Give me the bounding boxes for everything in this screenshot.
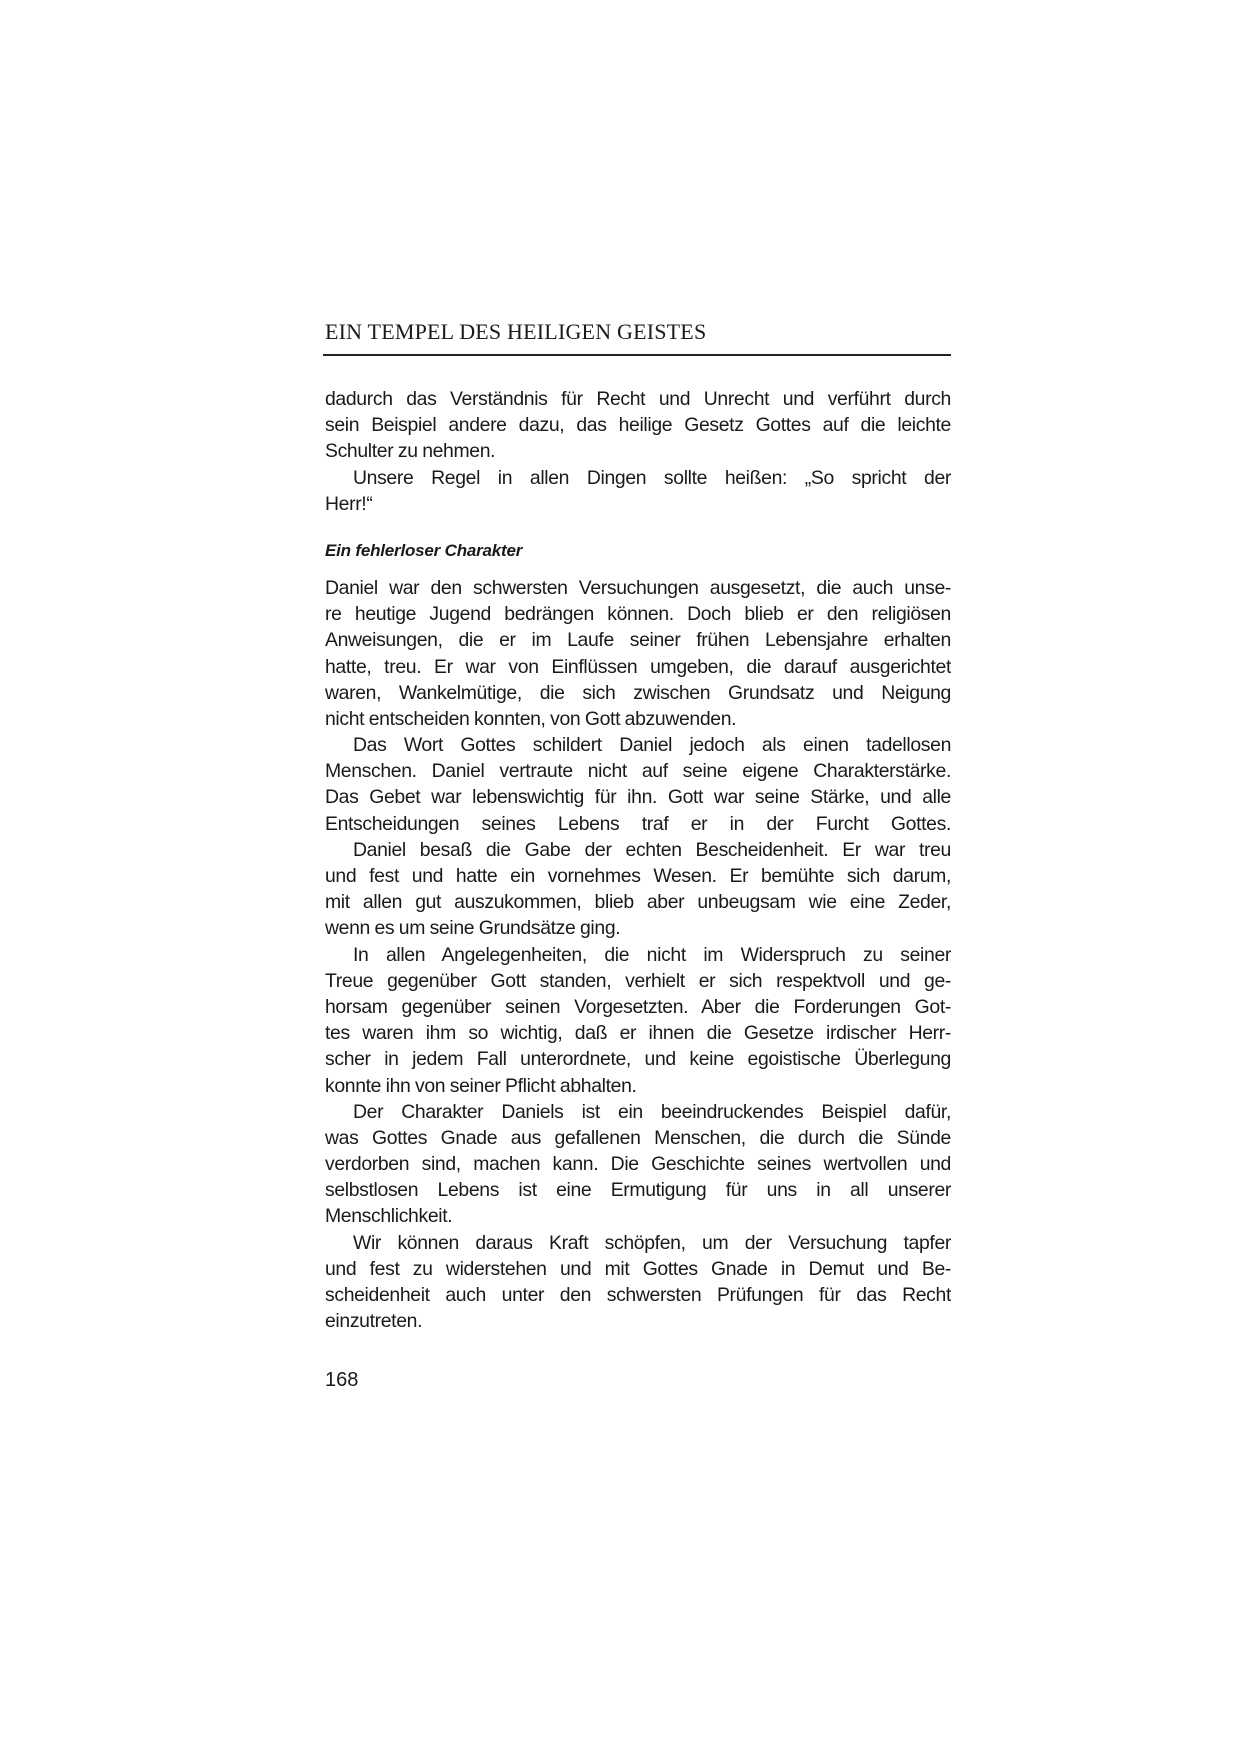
text-line: Entscheidungen seines Lebens traf er in der Furcht Gottes.: [325, 812, 951, 835]
text-line: Der Charakter Daniels ist ein beeindruckendes Beispiel dafür,: [353, 1100, 951, 1123]
text-line: Daniel besaß die Gabe der echten Bescheidenheit. Er war treu: [353, 838, 951, 861]
text-line: scheidenheit auch unter den schwersten Prüfungen für das Recht: [325, 1284, 951, 1306]
text-line: und fest zu widerstehen und mit Gottes Gnade in Demut und Be-: [325, 1257, 951, 1280]
text-line: dadurch das Verständnis für Recht und Unrecht und verführt durch: [325, 388, 951, 410]
text-line: einzutreten.: [325, 1310, 423, 1333]
text-line: Schulter zu nehmen.: [325, 440, 496, 463]
paragraph: [323, 575, 951, 732]
text-line: verdorben sind, machen kann. Die Geschichte seines wertvollen und: [325, 1153, 951, 1176]
text-line: wenn es um seine Grundsätze ging.: [325, 917, 621, 940]
text-line: Anweisungen, die er im Laufe seiner frühen Lebensjahre erhalten: [325, 629, 951, 652]
paragraph: [323, 386, 951, 465]
intro-block: [323, 386, 951, 517]
page-number: 168: [325, 1369, 359, 1391]
text-line: und fest und hatte ein vornehmes Wesen. Er bemühte sich darum,: [325, 865, 951, 887]
paragraph: [323, 1099, 951, 1230]
text-line: mit allen gut auszukommen, blieb aber unbeugsam wie eine Zeder,: [325, 891, 951, 914]
text-line: In allen Angelegenheiten, die nicht im Widerspruch zu seiner: [353, 943, 951, 966]
text-line: Herr!“: [325, 492, 373, 515]
text-line: Treue gegenüber Gott standen, verhielt er sich respektvoll und ge-: [325, 969, 951, 992]
text-line: Das Wort Gottes schildert Daniel jedoch als einen tadellosen: [353, 734, 951, 757]
text-line: Unsere Regel in allen Dingen sollte heißen: „So spricht der: [353, 466, 951, 489]
text-line: waren, Wankelmütige, die sich zwischen Grundsatz und Neigung: [325, 681, 951, 704]
running-head: EIN TEMPEL DES HEILIGEN GEISTES: [323, 318, 951, 356]
text-line: was Gottes Gnade aus gefallenen Menschen, die durch die Sünde: [325, 1126, 951, 1149]
text-line: tes waren ihm so wichtig, daß er ihnen die Gesetze irdischer Herr-: [325, 1022, 951, 1045]
text-line: konnte ihn von seiner Pflicht abhalten.: [325, 1074, 637, 1097]
text-line: scher in jedem Fall unterordnete, und keine egoistische Überlegung: [325, 1048, 951, 1071]
paragraph: [323, 465, 951, 517]
text-line: nicht entscheiden konnten, von Gott abzuwenden.: [325, 707, 737, 730]
text-line: Daniel war den schwersten Versuchungen ausgesetzt, die auch unse-: [325, 576, 951, 599]
section-body: [323, 575, 951, 1334]
text-line: Wir können daraus Kraft schöpfen, um der Versuchung tapfer: [353, 1231, 951, 1254]
text-line: Menschlichkeit.: [325, 1205, 453, 1228]
paragraph: [323, 732, 951, 837]
text-line: re heutige Jugend bedrängen können. Doch blieb er den religiösen: [325, 603, 951, 626]
paragraph: [323, 837, 951, 942]
text-line: horsam gegenüber seinen Vorgesetzten. Aber die Forderungen Got-: [325, 995, 951, 1018]
paragraph: [323, 1230, 951, 1335]
text-line: Menschen. Daniel vertraute nicht auf seine eigene Charakterstärke.: [325, 760, 951, 783]
book-page: [323, 318, 951, 1334]
section-heading: Ein fehlerloser Charakter: [325, 540, 523, 560]
text-line: sein Beispiel andere dazu, das heilige Gesetz Gottes auf die leichte: [325, 414, 951, 437]
text-line: hatte, treu. Er war von Einflüssen umgeben, die darauf ausgerichtet: [325, 655, 951, 678]
text-line: Das Gebet war lebenswichtig für ihn. Gott war seine Stärke, und alle: [325, 786, 951, 809]
paragraph: [323, 942, 951, 1099]
text-line: selbstlosen Lebens ist eine Ermutigung für uns in all unserer: [325, 1179, 951, 1202]
